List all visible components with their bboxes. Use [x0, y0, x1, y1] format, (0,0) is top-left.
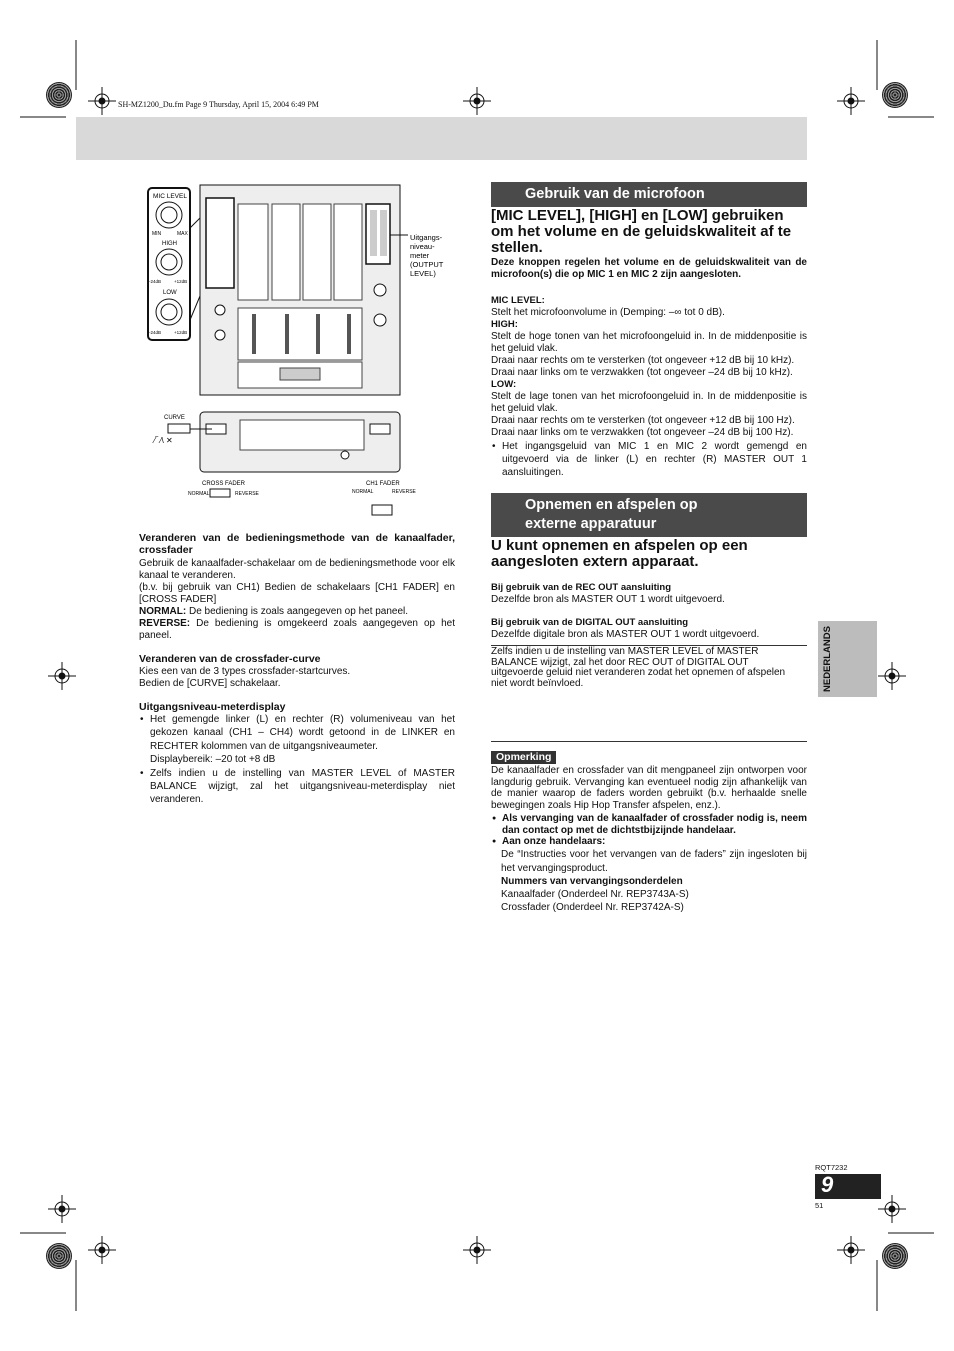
rec-out: Bij gebruik van de REC OUT aansluiting Dezelfde bron als MASTER OUT 1 wordt uitgevoerd. — [491, 582, 725, 605]
ch1-fader-label: CH1 FADER — [366, 481, 400, 487]
reverse-label-1: REVERSE — [235, 491, 259, 497]
language-tab-label: NEDERLANDS — [822, 626, 833, 692]
section-microfoon: Gebruik van de microfoon — [491, 182, 807, 207]
max-label: MAX — [177, 231, 188, 237]
mixer-diagram — [140, 180, 444, 520]
meter-label: Uitgangs-niveau-meter (OUTPUT LEVEL) — [410, 233, 444, 278]
divider-2 — [491, 741, 807, 742]
reverse-label-2: REVERSE — [392, 489, 416, 495]
digital-out: Bij gebruik van de DIGITAL OUT aansluiting Dezelfde digitale bron als MASTER OUT 1 wordt uitgevoerd. — [491, 617, 760, 640]
page-sub-number: 51 — [815, 1201, 824, 1210]
high-plus-label: +12dB — [174, 279, 188, 284]
high-label: HIGH — [162, 241, 177, 247]
opmerking-tag: Opmerking — [491, 751, 556, 764]
normal-label-1: NORMAL — [188, 491, 210, 497]
doc-code: RQT7232 — [815, 1163, 848, 1172]
opmerking-body: De kanaalfader en crossfader van dit mengpaneel zijn ontworpen voor langdurig gebruik. Vervanging kan eventueel nodig zijn afhankelijk van de manier waarop de faders worden gebruikt (b.v. herhaalde snelle bewegingen zoals Hip Hop Transfer afspelen, enz.). ● Als vervanging van de kanaalfader of crossfader nodig is, neem dan contact op met de dichtstbijzijnde handelaar. ● Aan onze handelaars: De “Instructies voor het vervangen van de faders” zijn ingesloten bij het vervangingsproduct. Nummers van vervangingsonderdelen Kanaalfader (Onderdeel Nr. REP3743A-S) Crossfader (Onderdeel Nr. REP3742A-S) — [491, 765, 807, 914]
note-paragraph: Zelfs indien u de instelling van MASTER LEVEL of MASTER BALANCE wijzigt, zal het door REC OUT of DIGITAL OUT uitgevoerde geluid niet veranderen zodat het opnemen of afspelen niet wordt beïnvloed. — [491, 646, 786, 689]
section-opnemen: Opnemen en afspelen op externe apparatuur — [491, 493, 807, 537]
mixer-front-panel — [200, 412, 400, 472]
svg-text:⁄‾ ⁄\ ✕: ⁄‾ ⁄\ ✕ — [154, 436, 173, 445]
h-curve: Veranderen van de crossfader-curve — [139, 653, 321, 665]
file-header: SH-MZ1200_Du.fm Page 9 Thursday, April 15, 2004 6:49 PM — [118, 100, 319, 109]
low-plus-label: +12dB — [174, 330, 188, 335]
h-fader: Veranderen van de bedieningsmethode van de kanaalfader, crossfader — [139, 532, 455, 556]
mic-level-label: MIC LEVEL — [153, 193, 187, 200]
mic-knob-box — [148, 188, 190, 340]
mic-intro: Deze knoppen regelen het volume en de geluidskwaliteit van de microfoon(s) die op MIC 1 en MIC 2 zijn aangesloten. — [491, 257, 807, 280]
low-minus-label: -24dB — [149, 330, 162, 335]
meter-paragraph — [139, 713, 455, 807]
meter-bullet-1: • Het gemengde linker (L) en rechter (R) volumeniveau van het gekozen kanaal (CH1 – CH4) wordt getoond in de LINKER en RECHTER kolommen van de uitgangsniveaumeter. Displaybereik: –20 tot +8 dB — [139, 713, 455, 767]
normal-label-2: NORMAL — [352, 489, 374, 495]
fader-paragraph: Gebruik de kanaalfader-schakelaar om de bedieningsmethode voor elk kanaal te veranderen. (b.v. bij gebruik van CH1) Bedien de schakelaars [CH1 FADER] en [CROSS FADER] NORMAL: De bediening is zoals aangegeven op het paneel. REVERSE: De bediening is omgekeerd zoals aangegeven op het paneel. — [139, 558, 455, 641]
low-label: LOW — [163, 290, 177, 296]
curve-label: CURVE — [164, 415, 185, 421]
curve-paragraph: Kies een van de 3 types crossfader-startcurves. Bedien de [CURVE] schakelaar. — [139, 666, 351, 689]
meter-bullet-2: • Zelfs indien u de instelling van MASTER LEVEL of MASTER BALANCE wijzigt, zal het uitgangsniveau-meterdisplay niet veranderen. — [139, 767, 455, 807]
high-minus-label: -24dB — [149, 279, 162, 284]
mixer-top-panel — [200, 185, 400, 395]
header-bar — [76, 117, 807, 160]
mic-details: MIC LEVEL: Stelt het microfoonvolume in (Demping: –∞ tot 0 dB). HIGH: Stelt de hoge tonen van het microfoongeluid in. In de middenpositie is het geluid vlak. Draai naar rechts om te versterken (tot ongeveer +12 dB bij 10 kHz). Draai naar links om te verzwakken (tot ongeveer –24 dB bij 10 kHz). LOW: Stelt de lage tonen van het microfoongeluid in. In de middenpositie is het geluid vlak. Draai naar rechts om te versterken (tot ongeveer +12 dB bij 100 Hz). Draai naar links om te verzwakken (tot ongeveer –24 dB bij 100 Hz). • Het ingangsgeluid van MIC 1 en MIC 2 wordt gemengd en uitgevoerd via de linker (L) en rechter (R) MASTER OUT 1 aansluitingen. — [491, 295, 807, 479]
min-label: MIN — [152, 231, 162, 237]
h-mic-level: [MIC LEVEL], [HIGH] en [LOW] gebruiken om het volume en de geluidskwaliteit af te stellen. — [491, 207, 792, 256]
h-opnemen: U kunt opnemen en afspelen op een aangesloten extern apparaat. — [491, 537, 748, 570]
cross-fader-label: CROSS FADER — [202, 481, 246, 487]
h-meter: Uitgangsniveau-meterdisplay — [139, 701, 286, 713]
page-number: 9 — [821, 1172, 834, 1197]
